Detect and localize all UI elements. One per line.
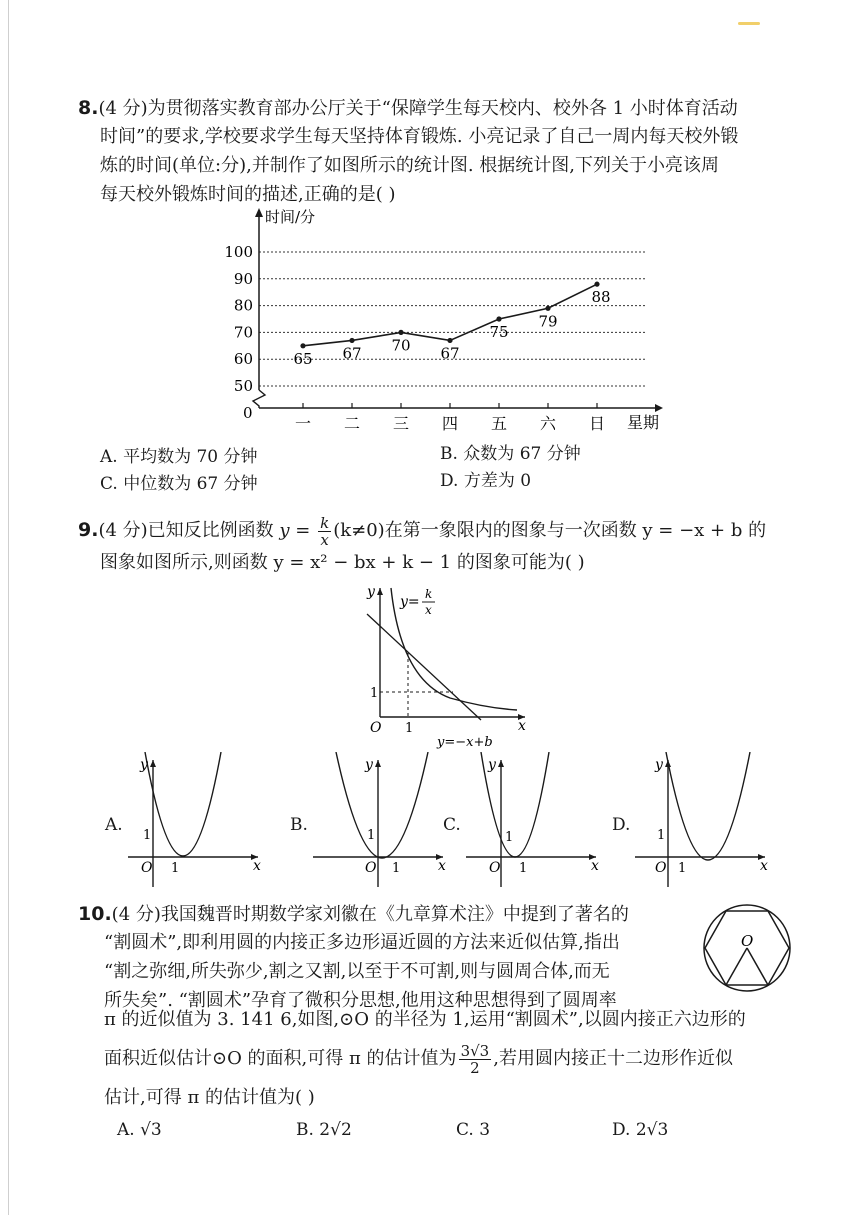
q10-number: 10.: [78, 903, 112, 925]
q9-fig-curve-label: y=: [400, 594, 420, 610]
svg-text:y: y: [365, 757, 373, 773]
q9-eq: =: [289, 520, 317, 541]
q10-circle-center-label: O: [741, 932, 754, 950]
q9-fraction: $\frac{k}{x}$: [320, 513, 330, 549]
svg-text:O: O: [489, 860, 501, 876]
q8-number: 8.: [78, 97, 99, 119]
svg-text:x: x: [438, 858, 446, 874]
q8-line-1: [78, 97, 738, 120]
data-label-0: 65: [293, 349, 313, 368]
y-tick-100: 100: [224, 243, 253, 261]
q9-text-1b: (k≠0)在第一象限内的图象与一次函数 y = −x + b 的: [333, 520, 767, 541]
point-4: [496, 316, 501, 321]
q10-line-1: [78, 903, 629, 926]
x-tick-2: 三: [392, 414, 410, 433]
q9-fig-curve-n: k: [425, 587, 433, 601]
highlight-mark: [738, 22, 760, 25]
svg-text:O: O: [141, 860, 153, 876]
svg-text:1: 1: [143, 828, 152, 843]
q9-figure: [355, 580, 535, 750]
data-label-5: 79: [538, 312, 558, 331]
y-tick-50: 50: [233, 377, 253, 395]
svg-text:1: 1: [171, 861, 180, 876]
q9-line-2: 图象如图所示,则函数 y = x² − bx + k − 1 的图象可能为( ): [100, 552, 585, 573]
q9-fig-line-label: y=−x+b: [437, 735, 493, 750]
q10-option-d[interactable]: D. 2√3: [612, 1120, 669, 1140]
svg-text:1: 1: [367, 828, 376, 843]
data-label-1: 67: [342, 344, 362, 363]
point-2: [398, 330, 403, 335]
chart-origin-label: 0: [243, 404, 253, 422]
exercise-time-line-chart: [215, 200, 675, 440]
x-tick-3: 四: [441, 414, 459, 433]
chart-axes: [253, 208, 663, 412]
q10-line-3: “割之弥细,所失弥少,割之又割,以至于不可割,则与圆周合体,而无: [104, 961, 610, 982]
q10-option-a[interactable]: A. √3: [117, 1120, 162, 1140]
y-tick-70: 70: [233, 323, 253, 342]
svg-text:y: y: [140, 757, 148, 773]
q10-line-5: π 的近似值为 3. 141 6,如图,⊙O 的半径为 1,运用“割圆术”,以圆内接正六边形的: [104, 1009, 746, 1030]
data-label-6: 88: [591, 288, 611, 307]
q8-line-4: 每天校外锻炼时间的描述,正确的是( ): [100, 184, 396, 205]
y-tick-60: 60: [233, 350, 253, 369]
q10-line-4: 所失矣”. “割圆术”孕育了微积分思想,他用这种思想得到了圆周率: [104, 990, 617, 1011]
y-tick-80: 80: [233, 296, 253, 315]
q10-text-1: (4 分)我国魏晋时期数学家刘徽在《九章算术注》中提到了著名的: [111, 904, 629, 925]
svg-text:x: x: [253, 858, 261, 874]
chart-gridlines: [259, 252, 645, 386]
q8-option-b[interactable]: B. 众数为 67 分钟: [440, 444, 581, 464]
svg-text:1: 1: [392, 861, 401, 876]
data-label-4: 75: [489, 323, 509, 341]
point-6: [594, 282, 599, 287]
svg-text:1: 1: [519, 861, 528, 876]
x-tick-1: 二: [343, 414, 361, 433]
x-tick-6: 日: [588, 414, 606, 433]
page-edge: [8, 0, 9, 1215]
point-5: [545, 306, 550, 311]
q8-line-3: 炼的时间(单位:分),并制作了如图所示的统计图. 根据统计图,下列关于小亮该周: [100, 155, 719, 176]
chart-ylabel: 时间/分: [265, 208, 316, 226]
q10-line-2: “割圆术”,即利用圆的内接正多边形逼近圆的方法来近似估算,指出: [104, 932, 620, 953]
x-tick-4: 五: [490, 414, 508, 433]
q8-text-1: (4 分)为贯彻落实教育部办公厅关于“保障学生每天校内、校外各 1 小时体育活动: [98, 98, 738, 119]
point-0: [300, 343, 305, 348]
point-1: [349, 338, 354, 343]
q9-fig-y: y: [367, 584, 375, 600]
q9-text-1a: (4 分)已知反比例函数: [98, 520, 280, 541]
exam-page: 8.(4 分)为贯彻落实教育部办公厅关于“保障学生每天校内、校外各 1 小时体育活动 时间”的要求,学校要求学生每天坚持体育锻炼. 小亮记录了自己一周内每天校外锻 炼的时间(单位:分),并制作了如图所示的统计图. 根据统计图,下列关于小亮该周 每天校外锻炼时间的描述,正确的是( ) 50 60 70 80 90 100 一 二 三 四 五 六 日 65 67 70 67 75 79 88 时间/分 星期 0 A. 平均数为 70 分钟 B. 众数为 67 分钟 C. 中位数为 67 分钟 D. 方差为 0 9.(4 分)已知反比例函数 y = $\frac{k}{x}$ (k≠0)在第一象限内的图象与一次函数 y = −x + b 的 图象如图所示,则函数 y = x² − bx + k − 1 的图象可能为( ) y y= k x 1 1 O x y=−x+b A. y 1 O 1 x B. y 1 O 1 x C. y 1 O 1 x D. y 1 O 1 x 10.(4 分)我国魏晋时期数学家刘徽在《九章算术注》中提到了著名的 “割圆术”,即利用圆的内接正多边形逼近圆的方法来近似估算,指出 “割之弥细,所失弥少,割之又割,以至于不可割,则与圆周合体,而无 所失矣”. “割圆术”孕育了微积分思想,他用这种思想得到了圆周率 π 的近似值为 3. 141 6,如图,⊙O 的半径为 1,运用“割圆术”,以圆内接正六边形的 面积近似估计⊙O 的面积,可得 π 的估计值为 $\frac{3√3}{2}$ ,若用圆内接正十二边形作近似 估计,可得 π 的估计值为( ) O A. √3 B. 2√2 C. 3 D. 2√3: [0, 0, 860, 1215]
q10-line-6: 面积近似估计⊙O 的面积,可得 π 的估计值为 $\frac{3√3}{2}$ ,若用圆内接正十二边形作近似: [104, 1041, 733, 1077]
chart-xlabel: 星期: [627, 413, 660, 432]
q8-option-a[interactable]: A. 平均数为 70 分钟: [100, 447, 258, 467]
y-tick-90: 90: [233, 269, 253, 288]
q9-y-var: y: [279, 520, 290, 541]
point-3: [447, 338, 452, 343]
q10-line-7: 估计,可得 π 的估计值为( ): [104, 1087, 315, 1108]
x-axis-arrow: [655, 404, 663, 412]
svg-text:O: O: [655, 860, 667, 876]
q10-option-b[interactable]: B. 2√2: [296, 1120, 352, 1140]
q9-fig-origin: O: [370, 720, 382, 736]
q9-fig-one-y: 1: [370, 686, 379, 701]
svg-text:1: 1: [678, 861, 687, 876]
q8-line-2: 时间”的要求,学校要求学生每天坚持体育锻炼. 小亮记录了自己一周内每天校外锻: [100, 126, 739, 147]
q8-option-c[interactable]: C. 中位数为 67 分钟: [100, 474, 258, 494]
svg-text:O: O: [365, 860, 377, 876]
svg-text:y: y: [488, 757, 496, 773]
svg-text:x: x: [760, 858, 768, 874]
q9-fig-curve-d: x: [425, 603, 432, 617]
data-label-2: 70: [391, 336, 411, 355]
q10-circle-hexagon-figure: [700, 888, 794, 1004]
svg-text:x: x: [591, 858, 599, 874]
q9-fig-x: x: [518, 718, 526, 734]
q9-line-1: [78, 511, 766, 550]
y-axis-arrow: [255, 208, 263, 217]
svg-text:1: 1: [657, 828, 666, 843]
y-axis-break: [253, 390, 265, 408]
x-tick-0: 一: [294, 414, 312, 433]
data-label-3: 67: [440, 344, 460, 363]
svg-text:y: y: [655, 757, 663, 773]
svg-text:1: 1: [505, 830, 514, 845]
q9-fig-one-x: 1: [405, 721, 414, 736]
q10-option-c[interactable]: C. 3: [456, 1120, 491, 1140]
q9-number: 9.: [78, 519, 99, 541]
q8-option-d[interactable]: D. 方差为 0: [440, 471, 532, 491]
x-tick-5: 六: [539, 414, 557, 433]
q10-fraction: $\frac{3√3}{2}$: [460, 1041, 490, 1077]
